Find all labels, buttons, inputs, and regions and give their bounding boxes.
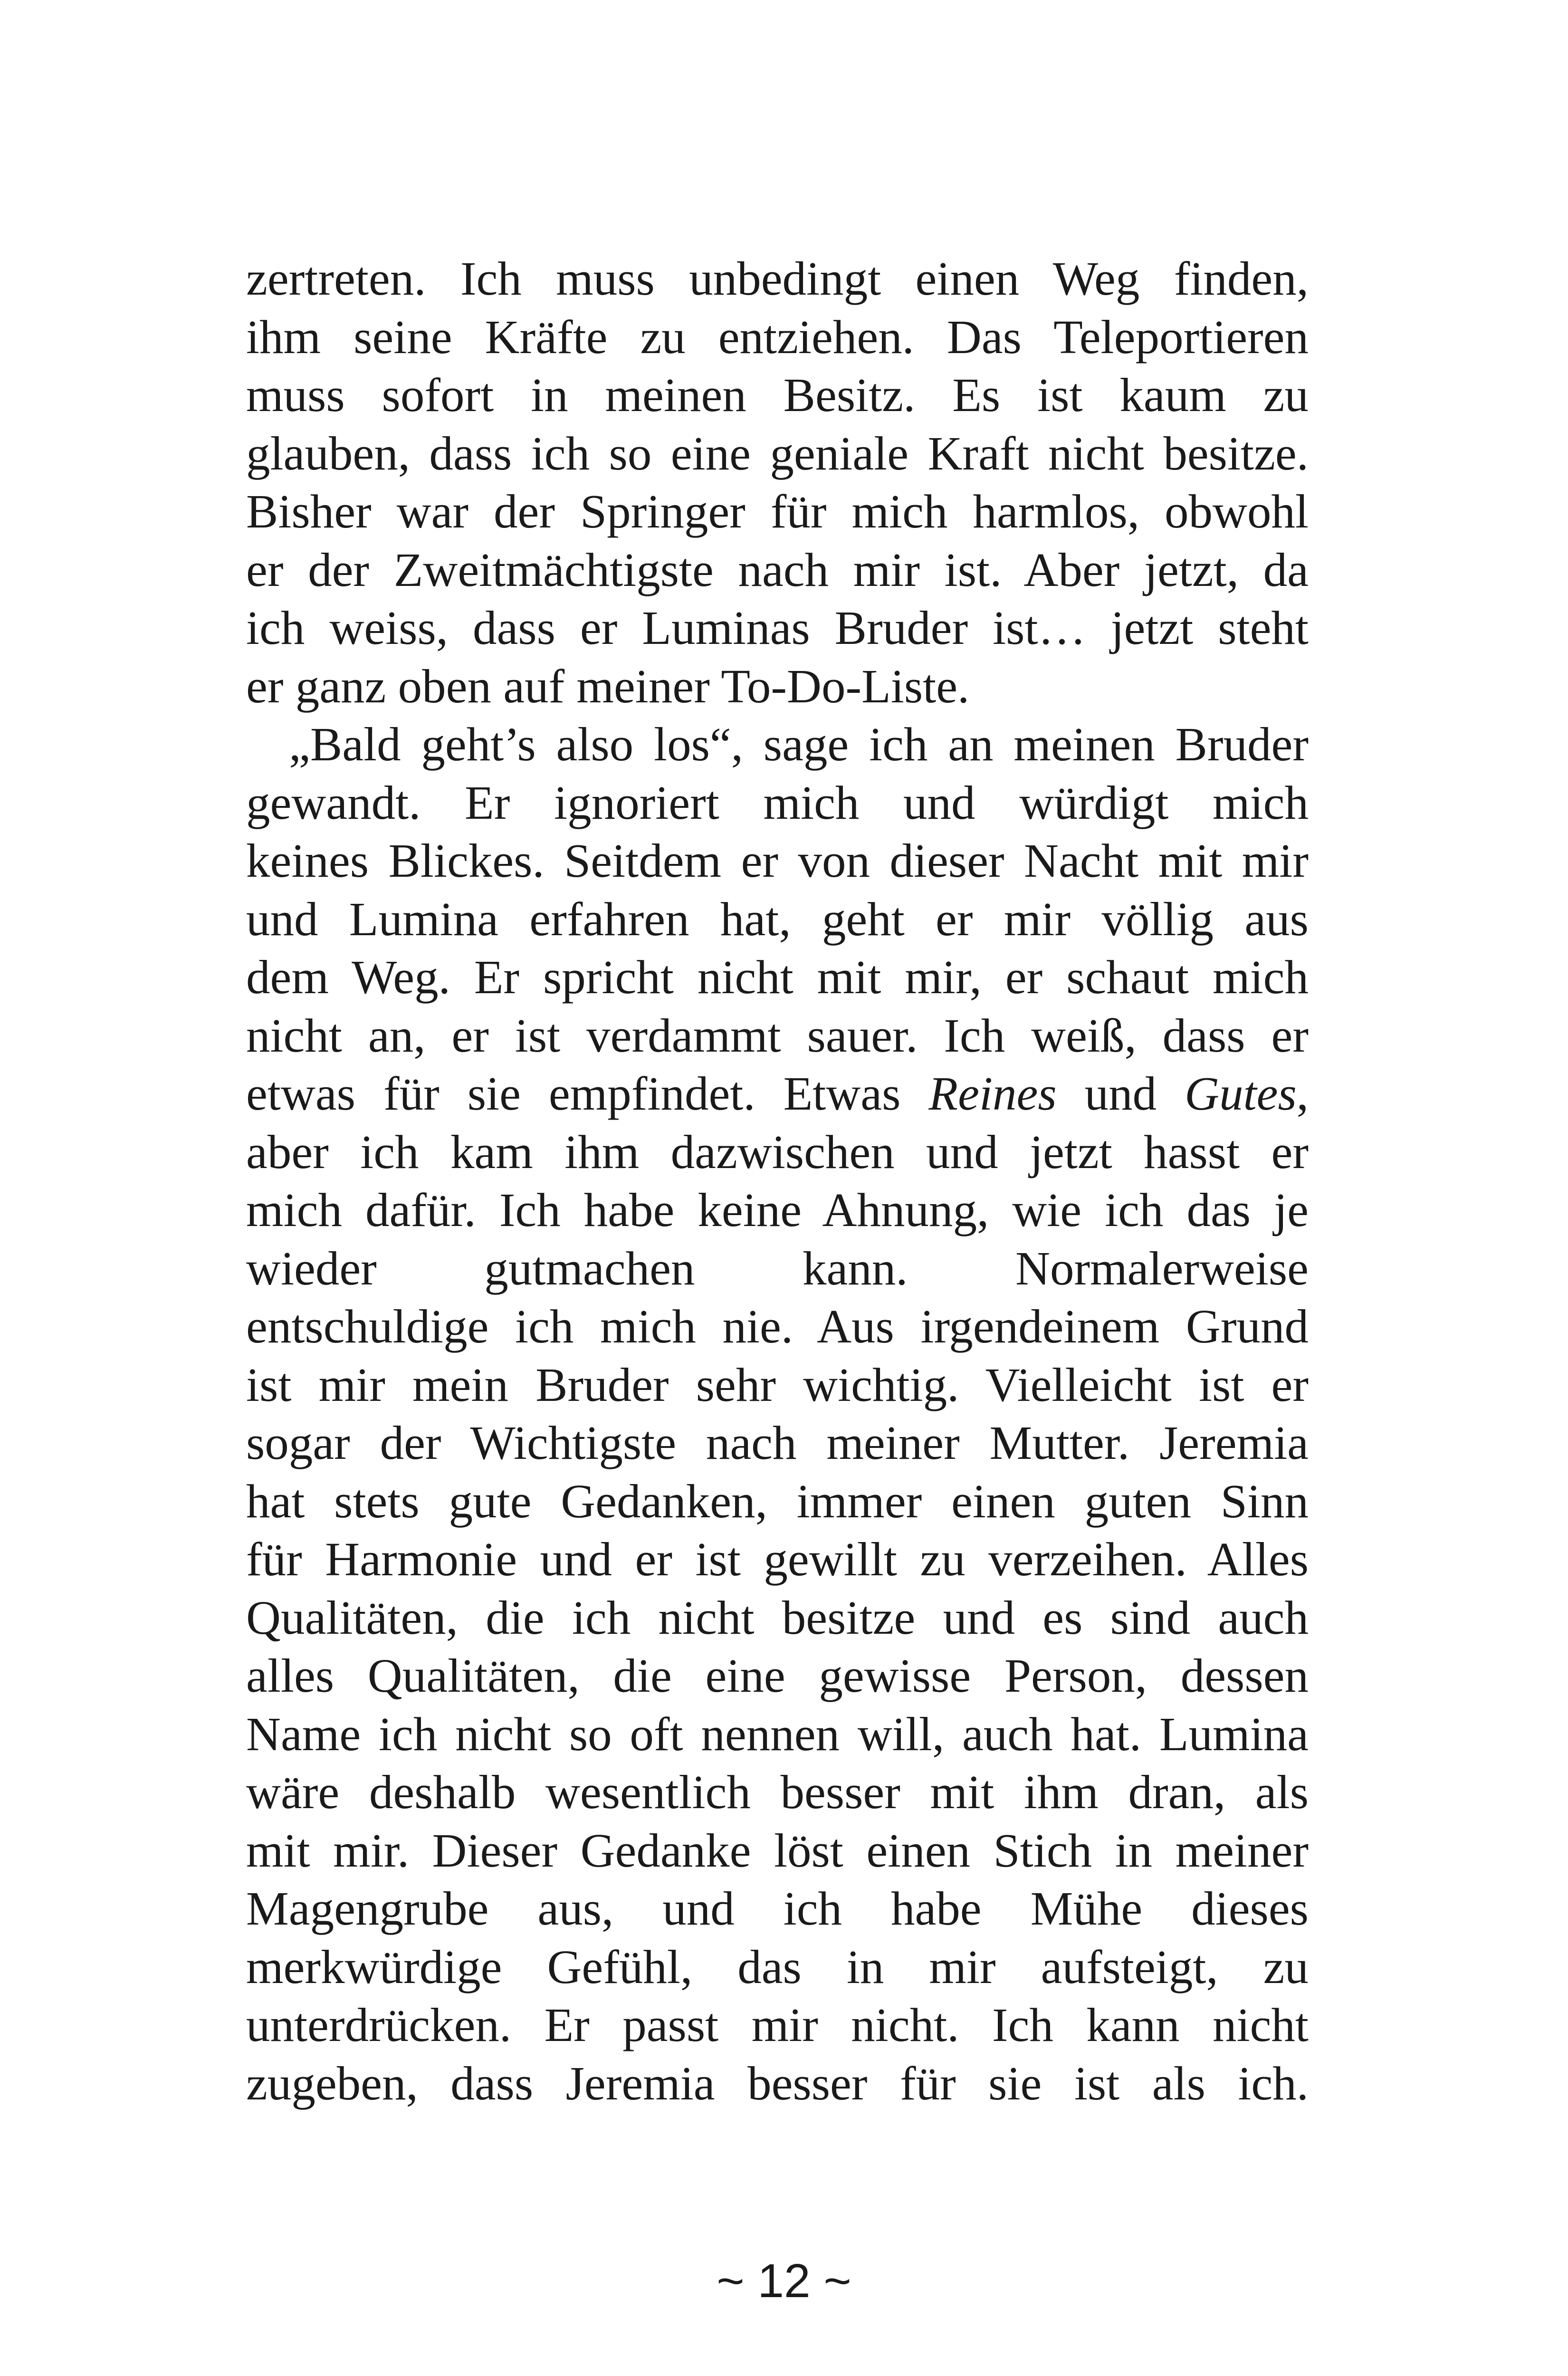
text-line: „Bald geht’s also los“, sage ich an meinen Bruder (289, 718, 1309, 771)
text-line: ich weiss, dass er Luminas Bruder ist… jetzt steht (246, 601, 1309, 654)
text-line: entschuldige ich mich nie. Aus irgendeinem Grund (246, 1300, 1309, 1353)
text-line: wieder gutmachen kann. Normalerweise (246, 1241, 1309, 1295)
text-line: Qualitäten, die ich nicht besitze und es sind auch (246, 1590, 1309, 1644)
text-line: muss sofort in meinen Besitz. Es ist kaum zu (246, 368, 1309, 422)
text-line: dem Weg. Er spricht nicht mit mir, er schaut mich (246, 950, 1309, 1004)
text-line: Magengrube aus, und ich habe Mühe dieses (246, 1882, 1309, 1935)
text-line: Name ich nicht so oft nennen will, auch hat. Lumina (246, 1707, 1309, 1761)
text-line: ist mir mein Bruder sehr wichtig. Vielleicht ist er (246, 1358, 1309, 1411)
text-line: und Lumina erfahren hat, geht er mir völlig aus (246, 892, 1309, 946)
text-line: für Harmonie und er ist gewillt zu verzeihen. Alles (246, 1533, 1309, 1586)
text-line: keines Blickes. Seitdem er von dieser Nacht mit mir (246, 834, 1309, 887)
text-line: ihm seine Kräfte zu entziehen. Das Teleportieren (246, 310, 1309, 364)
text-line: Bisher war der Springer für mich harmlos, obwohl (246, 485, 1309, 538)
text-line: gewandt. Er ignoriert mich und würdigt mich (246, 776, 1309, 829)
italic-word: Gutes (1185, 1067, 1297, 1120)
text-line: zugeben, dass Jeremia besser für sie ist als ich. (246, 2056, 1309, 2110)
text-line: aber ich kam ihm dazwischen und jetzt hasst er (246, 1125, 1309, 1178)
text-line: hat stets gute Gedanken, immer einen guten Sinn (246, 1474, 1309, 1528)
text-line: mit mir. Dieser Gedanke löst einen Stich in meiner (246, 1823, 1309, 1877)
text-line: zertreten. Ich muss unbedingt einen Weg finden, (246, 252, 1309, 305)
text-line (246, 1064, 1309, 1123)
text-line: wäre deshalb wesentlich besser mit ihm dran, als (246, 1765, 1309, 1819)
text-segment: , (1296, 1067, 1309, 1120)
page-number: ~ 12 ~ (717, 2254, 851, 2308)
body-text (246, 249, 1309, 2112)
text-line: unterdrücken. Er passt mir nicht. Ich kann nicht (246, 1998, 1309, 2051)
italic-word: Reines (928, 1067, 1057, 1120)
text-line: sogar der Wichtigste nach meiner Mutter. Jeremia (246, 1416, 1309, 1469)
text-line: er der Zweitmächtigste nach mir ist. Aber jetzt, da (246, 543, 1309, 596)
text-segment: etwas für sie empfindet. Etwas (246, 1067, 929, 1120)
text-line: er ganz oben auf meiner To-Do-Liste. (246, 659, 970, 713)
text-line: mich dafür. Ich habe keine Ahnung, wie ich das je (246, 1183, 1309, 1236)
text-line: nicht an, er ist verdammt sauer. Ich weiß, dass er (246, 1008, 1309, 1062)
text-segment: und (1056, 1067, 1185, 1120)
text-line: merkwürdige Gefühl, das in mir aufsteigt, zu (246, 1940, 1309, 1993)
text-line: glauben, dass ich so eine geniale Kraft nicht besitze. (246, 426, 1309, 480)
text-line: alles Qualitäten, die eine gewisse Person, dessen (246, 1649, 1309, 1702)
